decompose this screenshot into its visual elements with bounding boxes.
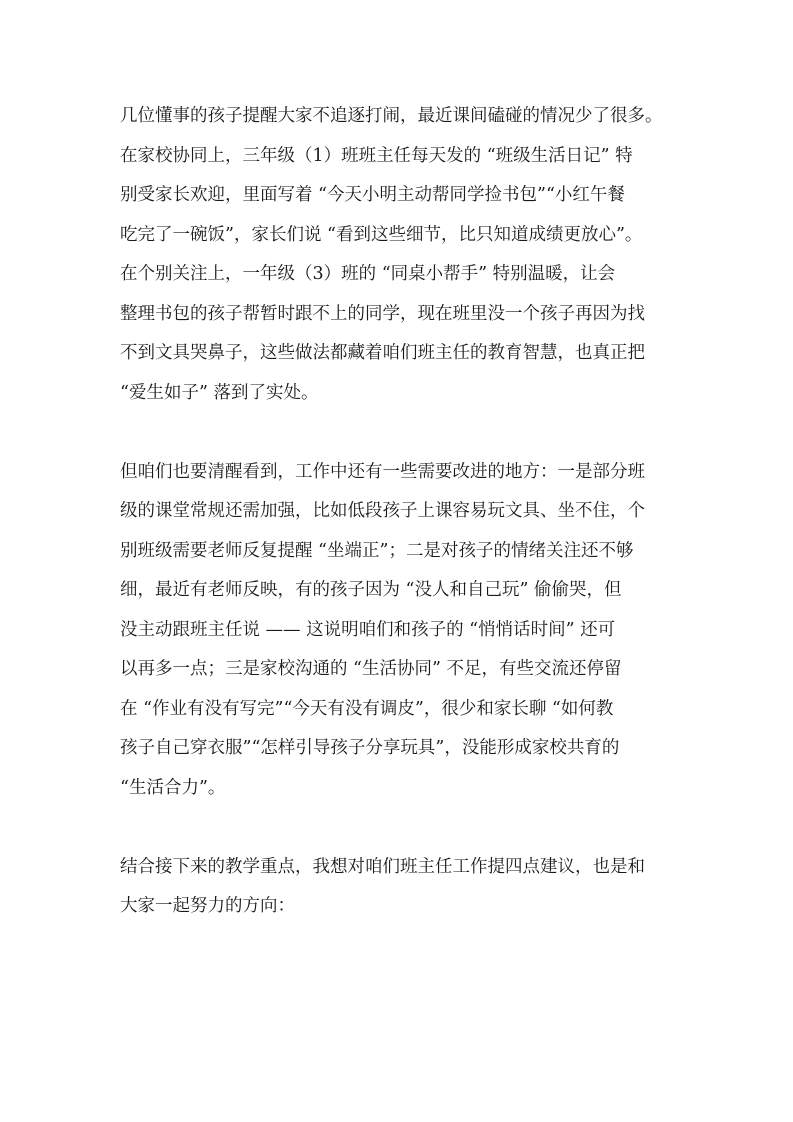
- text-line: 在家校协同上，三年级（1）班班主任每天发的 “班级生活日记” 特: [120, 145, 633, 166]
- text-line: 大家一起努力的方向：: [120, 896, 295, 916]
- text-line: 几位懂事的孩子提醒大家不追逐打闹，最近课间磕碰的情况少了很多。: [120, 106, 663, 126]
- text-line: 整理书包的孩子帮暂时跟不上的同学，现在班里没一个孩子再因为找: [120, 303, 645, 324]
- text-line: 不到文具哭鼻子，这些做法都藏着咱们班主任的教育智慧，也真正把: [120, 343, 645, 363]
- text-line: 但咱们也要清醒看到，工作中还有一些需要改进的地方：一是部分班: [120, 461, 645, 482]
- text-line: “生活合力”。: [120, 777, 226, 798]
- text-line: 孩子自己穿衣服”“怎样引导孩子分享玩具”，没能形成家校共育的: [120, 738, 620, 758]
- paragraph-spacer: [120, 413, 690, 453]
- text-line: 在 “作业有没有写完”“今天有没有调皮”，很少和家长聊 “如何教: [120, 698, 614, 719]
- text-line: 级的课堂常规还需加强，比如低段孩子上课容易玩文具、坐不住，个: [120, 501, 645, 521]
- document-body: [120, 97, 690, 927]
- text-line: 别班级需要老师反复提醒 “坐端正”；二是对孩子的情绪关注还不够: [120, 540, 634, 561]
- paragraph-spacer: [120, 808, 690, 848]
- text-line: 以再多一点；三是家校沟通的 “生活协同” 不足，有些交流还停留: [120, 659, 622, 679]
- paragraph-improvements: [120, 453, 690, 809]
- text-line: 吃完了一碗饭”，家长们说 “看到这些细节，比只知道成绩更放心”。: [120, 224, 643, 245]
- text-line: 在个别关注上，一年级（3）班的 “同桌小帮手” 特别温暖，让会: [120, 264, 616, 284]
- text-line: 没主动跟班主任说 —— 这说明咱们和孩子的 “悄悄话时间” 还可: [120, 619, 616, 640]
- text-line: 细，最近有老师反映，有的孩子因为 “没人和自己玩” 偷偷哭，但: [120, 580, 622, 600]
- text-line: 别受家长欢迎，里面写着 “今天小明主动帮同学捡书包”“小红午餐: [120, 185, 625, 205]
- text-line: “爱生如子” 落到了实处。: [120, 382, 319, 403]
- text-line: 结合接下来的教学重点，我想对咱们班主任工作提四点建议，也是和: [120, 856, 645, 877]
- paragraph-achievements: [120, 97, 690, 413]
- paragraph-suggestions-intro: [120, 848, 690, 927]
